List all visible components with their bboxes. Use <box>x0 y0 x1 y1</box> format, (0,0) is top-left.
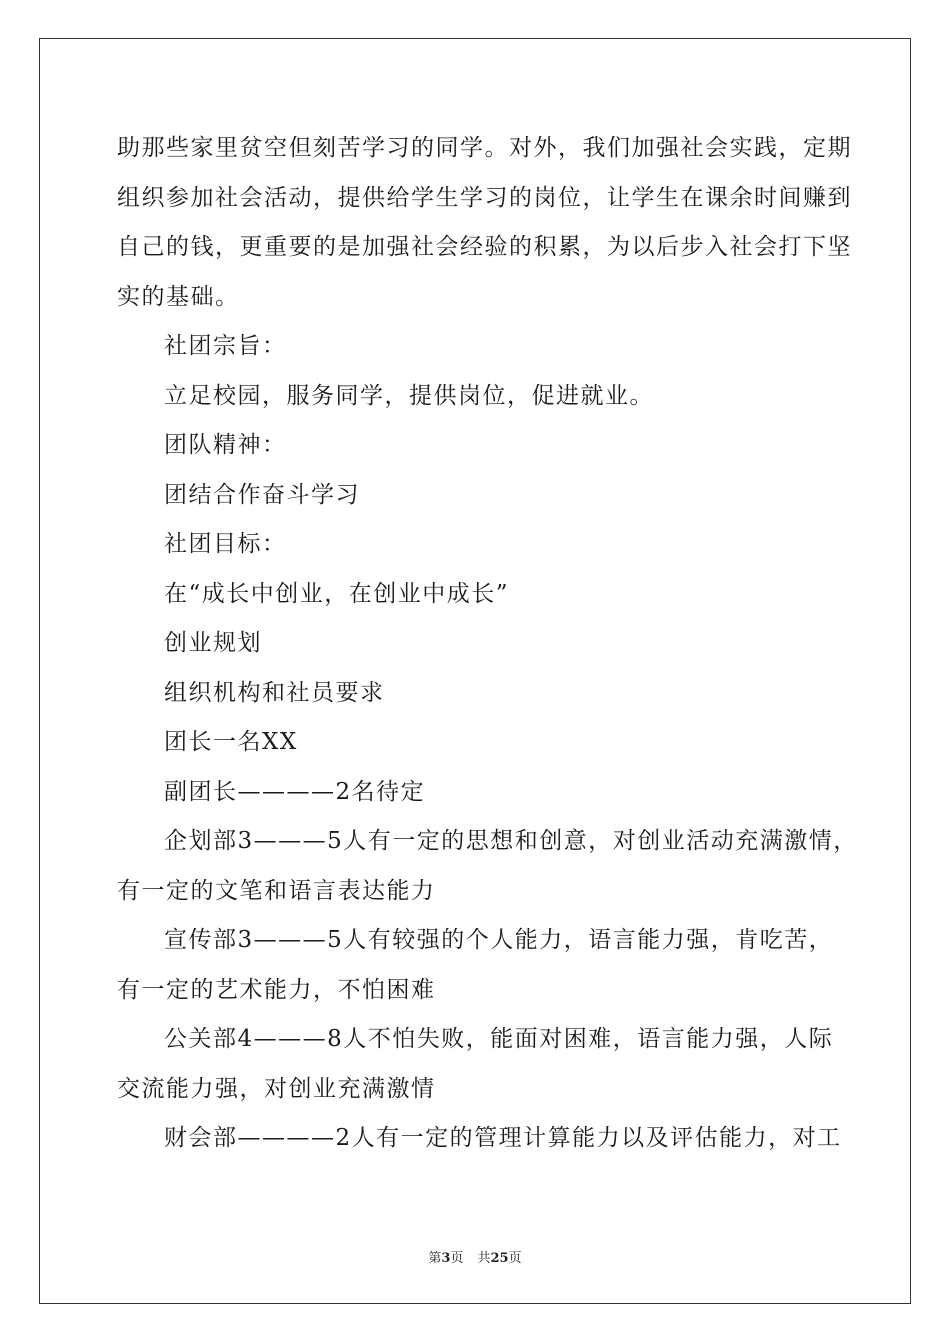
text-line: 财会部————2人有一定的管理计算能力以及评估能力，对工 <box>164 1125 842 1151</box>
text-line: 实的基础。 <box>117 283 240 310</box>
text-line: 立足校园，服务同学，提供岗位，促进就业。 <box>164 382 654 409</box>
text-line: 创业规划 <box>164 630 262 656</box>
text-line: 自己的钱，更重要的是加强社会经验的积累，为以后步入社会打下坚 <box>117 234 852 260</box>
page-prefix: 第 <box>428 1251 442 1266</box>
text-line: 团结合作奋斗学习 <box>164 481 360 508</box>
total-suffix: 页 <box>508 1251 522 1266</box>
text-line: 宣传部3———5人有较强的个人能力，语言能力强，肯吃苦， <box>164 927 834 953</box>
text-line: 团长一名XX <box>164 729 298 755</box>
page-footer <box>0 1247 950 1266</box>
page-suffix: 页 <box>450 1251 464 1266</box>
text-line: 社团宗旨： <box>164 333 287 359</box>
current-page-number: 3 <box>441 1251 451 1266</box>
text-line: 组织机构和社员要求 <box>164 679 385 706</box>
text-line: 交流能力强，对创业充满激情 <box>117 1075 436 1102</box>
text-line: 公关部4———8人不怕失败，能面对困难，语言能力强，人际 <box>164 1026 834 1052</box>
total-prefix: 共 <box>477 1251 491 1266</box>
text-line: 团队精神： <box>164 432 287 458</box>
text-line: 企划部3———5人有一定的思想和创意，对创业活动充满激情， <box>164 828 858 854</box>
text-line: 组织参加社会活动，提供给学生学习的岗位，让学生在课余时间赚到 <box>117 184 852 211</box>
document-body <box>117 124 858 1164</box>
text-line: 副团长————2名待定 <box>164 778 426 805</box>
total-page-count: 25 <box>490 1251 509 1266</box>
text-line: 有一定的艺术能力，不怕困难 <box>117 976 436 1003</box>
text-line: 社团目标： <box>164 531 287 557</box>
text-line: 助那些家里贫空但刻苦学习的同学。对外，我们加强社会实践，定期 <box>117 135 852 161</box>
text-line: 在“成长中创业，在创业中成长” <box>164 580 510 607</box>
text-line: 有一定的文笔和语言表达能力 <box>117 877 436 904</box>
